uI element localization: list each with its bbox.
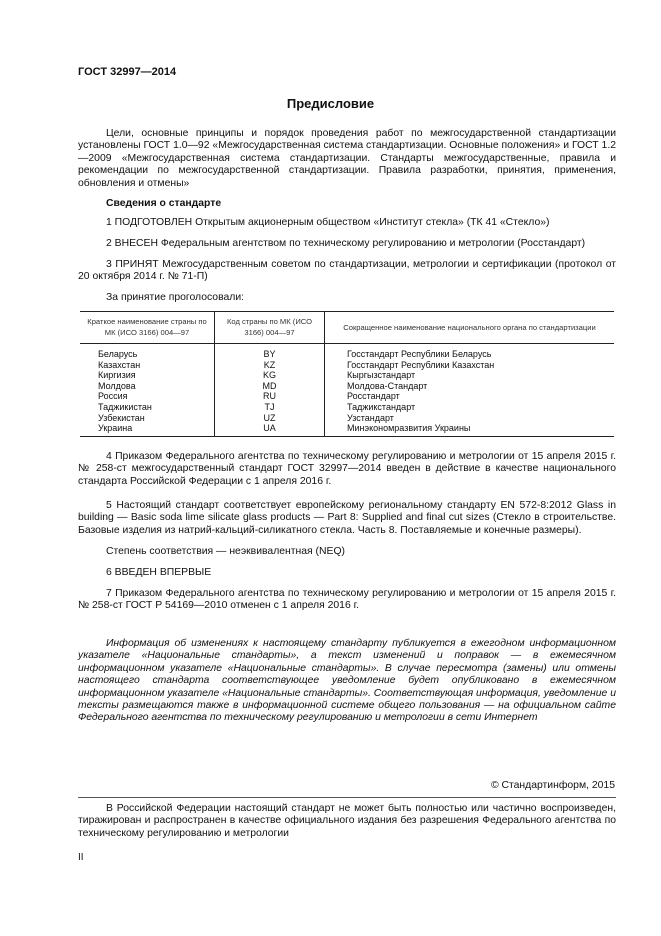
item-7: 7 Приказом Федерального агентства по техническому регулированию и метрологии от 15 апреля 2015 г. № 258-ст ГОСТ Р 54169—2010 отменен с 1 апреля 2016 г.	[78, 588, 616, 612]
copyright: © Стандартинформ, 2015	[490, 780, 615, 791]
table-row	[80, 402, 614, 413]
table-header-country: Краткое наименование страны по МК (ИСО 3166) 004—97	[80, 312, 215, 344]
body-cell: Таджикстандарт	[347, 401, 416, 412]
code-cell: UZ	[215, 413, 325, 424]
table-header-row	[80, 312, 614, 344]
code-cell: UA	[215, 423, 325, 436]
code-cell: RU	[215, 391, 325, 402]
table-header-code: Код страны по МК (ИСО 3166) 004—97	[215, 312, 325, 344]
item-5: 5 Настоящий стандарт соответствует европейскому региональному стандарту EN 572-8:2012 Glass in building — Basic soda lime silicate glass products — Part 8: Supplied and final cut sizes (Стекло в строительстве. Базовые изделия из натрий-кальций-силикатного стекла. Часть 8. Поставляемые и конечные размеры).	[78, 500, 616, 536]
country-cell: Киргизия	[80, 370, 215, 381]
body-cell: Узстандарт	[347, 412, 394, 423]
table-row	[80, 360, 614, 371]
country-cell: Таджикистан	[80, 402, 215, 413]
item-4: 4 Приказом Федерального агентства по техническому регулированию и метрологии от 15 апреля 2015 г. № 258-ст межгосударственный стандарт ГОСТ 32997—2014 введен в действие в качестве национального стандарта Российской Федерации с 1 апреля 2016 г.	[78, 451, 616, 487]
separator-line	[78, 797, 616, 798]
code-cell: MD	[215, 381, 325, 392]
country-cell: Россия	[80, 391, 215, 402]
item-3: 3 ПРИНЯТ Межгосударственным советом по стандартизации, метрологии и сертификации (протокол от 20 октября 2014 г. № 71-П)	[78, 259, 616, 283]
about-heading: Сведения о стандарте	[106, 198, 222, 209]
table-header-body: Сокращенное наименование национального органа по стандартизации	[325, 312, 615, 344]
table-row	[80, 381, 614, 392]
item-6: 6 ВВЕДЕН ВПЕРВЫЕ	[106, 567, 212, 578]
country-cell: Украина	[80, 423, 215, 436]
item-5-conformity: Степень соответствия — неэквивалентная (NEQ)	[106, 546, 345, 557]
body-cell: Молдова-Стандарт	[347, 380, 428, 391]
table-row	[80, 370, 614, 381]
vote-label: За принятие проголосовали:	[106, 292, 245, 303]
body-cell: Кыргызстандарт	[347, 370, 416, 381]
reproduction-notice: В Российской Федерации настоящий стандарт не может быть полностью или частично воспроизведен, тиражирован и распространен в качестве официального издания без разрешения Федерального агентства по техническому регулированию и метрологии	[78, 803, 616, 839]
country-cell: Молдова	[80, 381, 215, 392]
table-row	[80, 344, 614, 360]
code-cell: TJ	[215, 402, 325, 413]
item-1: 1 ПОДГОТОВЛЕН Открытым акционерным обществом «Институт стекла» (ТК 41 «Стекло»)	[106, 217, 550, 228]
body-cell: Госстандарт Республики Беларусь	[347, 349, 492, 359]
table-row	[80, 391, 614, 402]
code-cell: KZ	[215, 360, 325, 371]
code-cell: BY	[215, 344, 325, 360]
table-row	[80, 423, 614, 436]
body-cell: Госстандарт Республики Казахстан	[347, 359, 495, 370]
page-title: Предисловие	[286, 96, 375, 111]
page-number: II	[78, 852, 84, 863]
body-cell: Росстандарт	[347, 391, 400, 402]
code-cell: KG	[215, 370, 325, 381]
changes-info: Информация об изменениях к настоящему стандарту публикуется в ежегодном информационном указателе «Национальные стандарты», а текст изменений и поправок — в ежемесячном информационном указателе «Национальные стандарты». В случае пересмотра (замены) или отмены настоящего стандарта соответствующее уведомление будет опубликовано в ежемесячном информационном указателе «Национальные стандарты». Соответствующая информация, уведомление и тексты размещаются также в информационной системе общего пользования — на официальном сайте Федерального агентства по техническому регулированию и метрологии в сети Интернет	[78, 638, 616, 724]
voting-table	[80, 311, 614, 437]
item-2: 2 ВНЕСЕН Федеральным агентством по техническому регулированию и метрологии (Росстандарт)	[106, 238, 586, 249]
intro-block	[78, 128, 616, 190]
country-cell: Беларусь	[80, 344, 215, 360]
country-cell: Казахстан	[80, 360, 215, 371]
country-cell: Узбекистан	[80, 413, 215, 424]
document-header: ГОСТ 32997—2014	[78, 66, 177, 78]
table-row	[80, 413, 614, 424]
intro-paragraph: Цели, основные принципы и порядок проведения работ по межгосударственной стандартизации установлены ГОСТ 1.0—92 «Межгосударственная система стандартизации. Основные положения» и ГОСТ 1.2—2009 «Межгосударственная система стандартизации. Стандарты межгосударственные, правила и рекомендации по межгосударственной стандартизации. Правила разработки, принятия, применения, обновления и отмены»	[78, 128, 616, 189]
body-cell: Минэкономразвития Украины	[325, 423, 615, 436]
